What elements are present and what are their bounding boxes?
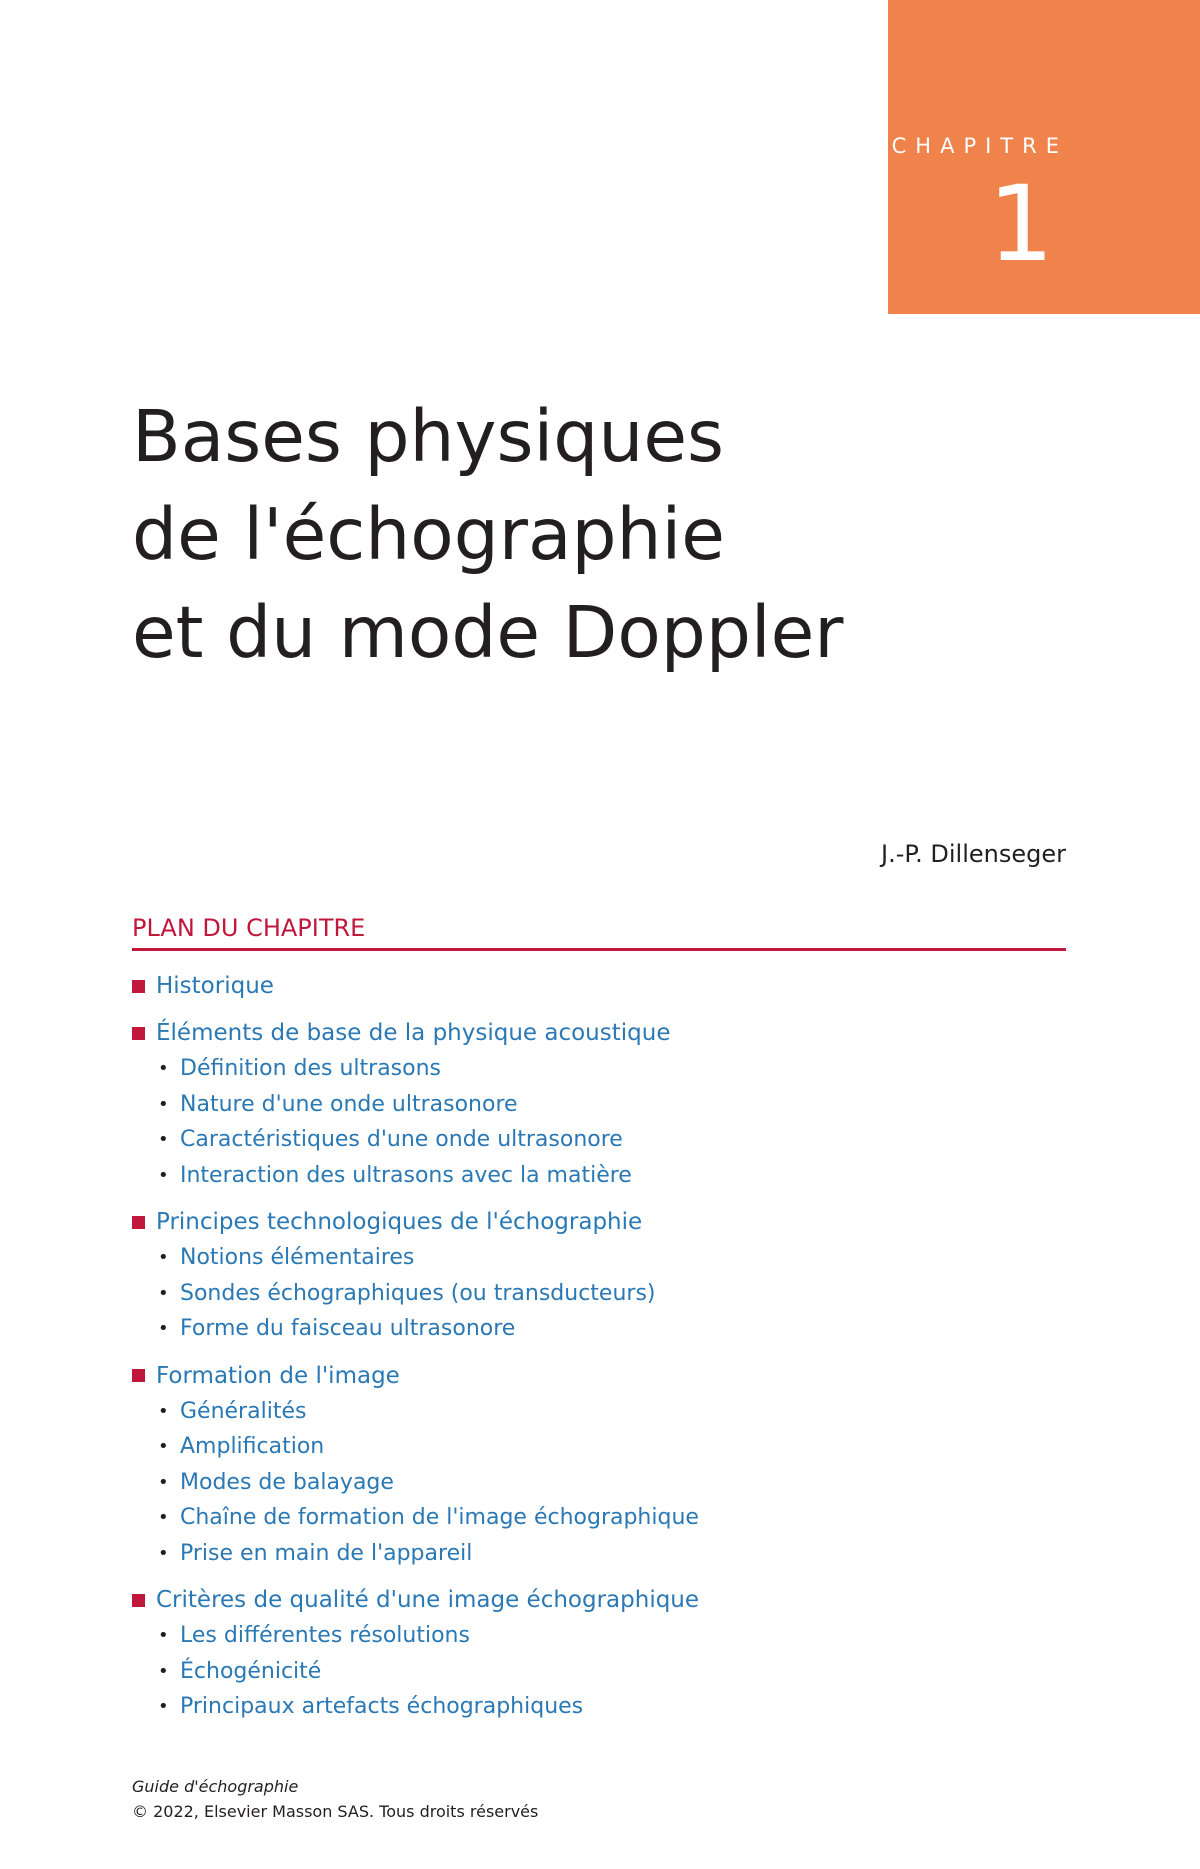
toc-subsection-link[interactable]: Forme du faisceau ultrasonore — [180, 1316, 516, 1342]
toc-subsection-list — [132, 1394, 1066, 1572]
toc-section-row — [132, 968, 1066, 1004]
toc-subsection-item — [158, 1394, 1066, 1430]
toc-section-row — [132, 1015, 1066, 1051]
toc-subsection-item — [158, 1654, 1066, 1690]
toc-subsection-item — [158, 1429, 1066, 1465]
bullet-icon: • — [158, 1058, 169, 1080]
toc-section — [132, 1015, 1066, 1193]
square-bullet-icon — [132, 1594, 145, 1607]
toc-subsection-link[interactable]: Modes de balayage — [180, 1469, 394, 1495]
bullet-icon: • — [158, 1625, 169, 1647]
plan-header: PLAN DU CHAPITRE — [132, 914, 1066, 951]
square-bullet-icon — [132, 1216, 145, 1229]
toc-subsection-link[interactable]: Les différentes résolutions — [180, 1623, 470, 1649]
chapter-title — [132, 388, 844, 682]
toc-subsection-item — [158, 1240, 1066, 1276]
toc-section-link[interactable]: Critères de qualité d'une image échographique — [156, 1587, 700, 1613]
bullet-icon: • — [158, 1542, 169, 1564]
toc-subsection-link[interactable]: Définition des ultrasons — [180, 1056, 442, 1082]
author: J.-P. Dillenseger — [881, 840, 1066, 868]
toc-subsection-link[interactable]: Nature d'une onde ultrasonore — [180, 1091, 518, 1117]
chapter-title-line-1: Bases physiques — [132, 395, 724, 478]
toc-section-link[interactable]: Principes technologiques de l'échographie — [156, 1209, 643, 1235]
toc-subsection-link[interactable]: Généralités — [180, 1398, 307, 1424]
bullet-icon: • — [158, 1164, 169, 1186]
toc-section-row — [132, 1204, 1066, 1240]
toc-subsection-link[interactable]: Notions élémentaires — [180, 1245, 415, 1271]
toc-section — [132, 1204, 1066, 1347]
chapter-title-line-2: de l'échographie — [132, 493, 725, 576]
chapter-banner — [888, 0, 1200, 314]
footer-book-title: Guide d'échographie — [132, 1777, 299, 1796]
toc-section-link[interactable]: Formation de l'image — [156, 1362, 400, 1389]
toc-subsection-link[interactable]: Amplification — [180, 1434, 325, 1460]
chapter-number: 1 — [987, 163, 1054, 285]
footer-copyright: © 2022, Elsevier Masson SAS. Tous droits réservés — [132, 1802, 539, 1821]
chapter-title-line-3: et du mode Doppler — [132, 591, 844, 674]
bullet-icon: • — [158, 1507, 169, 1529]
toc-subsection-item — [158, 1536, 1066, 1572]
bullet-icon: • — [158, 1660, 169, 1682]
toc-subsection-list — [132, 1051, 1066, 1193]
bullet-icon: • — [158, 1129, 169, 1151]
bullet-icon: • — [158, 1400, 169, 1422]
bullet-icon: • — [158, 1282, 169, 1304]
toc-subsection-item — [158, 1122, 1066, 1158]
toc-section-row — [132, 1582, 1066, 1618]
toc-subsection-item — [158, 1051, 1066, 1087]
square-bullet-icon — [132, 1369, 145, 1382]
toc-subsection-item — [158, 1087, 1066, 1123]
toc-subsection-link[interactable]: Interaction des ultrasons avec la matière — [180, 1162, 632, 1188]
toc-subsection-item — [158, 1276, 1066, 1312]
bullet-icon: • — [158, 1696, 169, 1718]
square-bullet-icon — [132, 1027, 145, 1040]
chapter-label: CHAPITRE — [891, 134, 1068, 158]
toc-subsection-item — [158, 1689, 1066, 1725]
toc-subsection-link[interactable]: Caractéristiques d'une onde ultrasonore — [180, 1127, 623, 1153]
toc-subsection-item — [158, 1311, 1066, 1347]
toc-subsection-list — [132, 1240, 1066, 1347]
footer — [132, 1774, 538, 1824]
table-of-contents — [132, 968, 1066, 1736]
toc-section-link[interactable]: Historique — [156, 973, 274, 999]
bullet-icon: • — [158, 1471, 169, 1493]
toc-section — [132, 1582, 1066, 1725]
toc-section-link[interactable]: Éléments de base de la physique acoustique — [156, 1020, 671, 1046]
toc-subsection-link[interactable]: Prise en main de l'appareil — [180, 1540, 473, 1566]
toc-subsection-list — [132, 1618, 1066, 1725]
toc-section — [132, 968, 1066, 1004]
bullet-icon: • — [158, 1318, 169, 1340]
toc-subsection-item — [158, 1618, 1066, 1654]
toc-subsection-item — [158, 1500, 1066, 1536]
toc-section-row — [132, 1358, 1066, 1394]
toc-section — [132, 1358, 1066, 1572]
bullet-icon: • — [158, 1093, 169, 1115]
toc-subsection-link[interactable]: Échogénicité — [180, 1658, 322, 1684]
toc-subsection-link[interactable]: Principaux artefacts échographiques — [180, 1694, 584, 1720]
toc-subsection-link[interactable]: Chaîne de formation de l'image échographique — [180, 1505, 699, 1531]
toc-subsection-item — [158, 1158, 1066, 1194]
toc-subsection-link[interactable]: Sondes échographiques (ou transducteurs) — [180, 1280, 656, 1306]
toc-subsection-item — [158, 1465, 1066, 1501]
square-bullet-icon — [132, 980, 145, 993]
bullet-icon: • — [158, 1436, 169, 1458]
bullet-icon: • — [158, 1247, 169, 1269]
